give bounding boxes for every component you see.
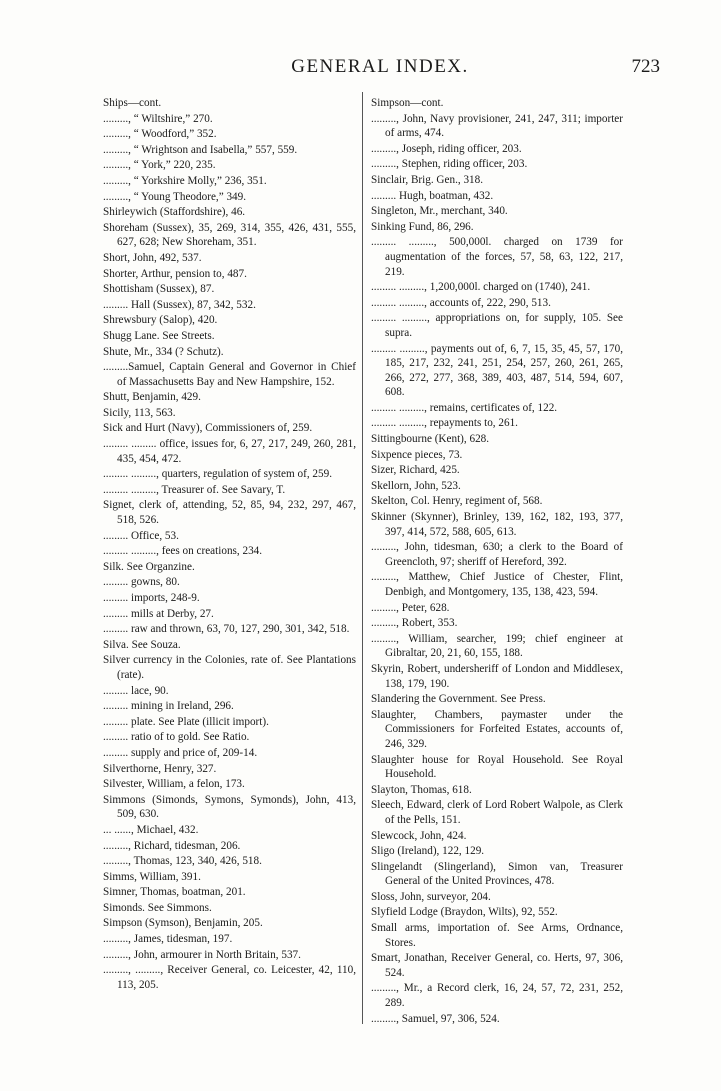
index-entry: ........., “ Wrightson and Isabella,” 557, 559.: [103, 143, 298, 156]
index-entry: Shugg Lane. See Streets.: [103, 329, 215, 342]
index-entry: ........., Joseph, riding officer, 203.: [371, 142, 522, 155]
index-entry: ........., Thomas, 123, 340, 426, 518.: [103, 855, 262, 868]
index-entry: ......... ........., quarters, regulation of system of, 259.: [103, 468, 332, 481]
column-divider: [362, 92, 363, 1024]
index-entry: Slayton, Thomas, 618.: [371, 783, 472, 796]
index-entry: Sligo (Ireland), 122, 129.: [371, 845, 485, 858]
index-entry: Skinner (Skynner), Brinley, 139, 162, 182, 193, 377, 397, 414, 572, 588, 605, 613.: [371, 511, 623, 538]
page-number: 723: [631, 56, 660, 77]
index-entry: ... ......, Michael, 432.: [103, 823, 199, 836]
index-column-right: [371, 96, 623, 1026]
index-entry: ......... ........., appropriations on, for supply, 105. See supra.: [371, 312, 623, 339]
index-entry: ......... ........., fees on creations, 234.: [103, 545, 263, 558]
index-entry: Silvester, William, a felon, 173.: [103, 778, 245, 791]
index-entry: Slaughter house for Royal Household. See Royal Household.: [371, 753, 623, 781]
index-entry: Sleech, Edward, clerk of Lord Robert Walpole, as Clerk of the Pells, 151.: [371, 799, 623, 826]
index-entry: ......... ........., Treasurer of. See Savary, T.: [103, 483, 286, 496]
index-entry: Shottisham (Sussex), 87.: [103, 283, 215, 296]
index-entry: Skellorn, John, 523.: [371, 479, 461, 492]
index-entry: ......... mills at Derby, 27.: [103, 607, 214, 620]
index-entry: ......... Office, 53.: [103, 529, 179, 542]
index-entry: Slandering the Government. See Press.: [371, 693, 546, 706]
index-entry: ......... ........., repayments to, 261.: [371, 417, 518, 430]
index-entry: ......... ........., 1,200,000l. charged on (1740), 241.: [371, 281, 591, 294]
index-entry: Simpson—cont.: [371, 97, 444, 109]
index-entry: ......... raw and thrown, 63, 70, 127, 290, 301, 342, 518.: [103, 623, 350, 636]
index-entry: ......... Hugh, boatman, 432.: [371, 189, 494, 202]
index-entry: ......... ........., accounts of, 222, 290, 513.: [371, 296, 551, 309]
index-entry: Simmons (Simonds, Symons, Symonds), John, 413, 509, 630.: [103, 793, 356, 821]
index-entry: Silverthorne, Henry, 327.: [103, 762, 217, 775]
index-entry: ......... Hall (Sussex), 87, 342, 532.: [103, 298, 256, 311]
index-entry: Shrewsbury (Salop), 420.: [103, 314, 218, 327]
index-entry: ........., Stephen, riding officer, 203.: [371, 158, 528, 171]
index-entry: ........., Mr., a Record clerk, 16, 24, 57, 72, 231, 252, 289.: [371, 982, 623, 1010]
index-entry: ........., Matthew, Chief Justice of Chester, Flint, Denbigh, and Montgomery, 135, 138, 423, 594.: [371, 571, 623, 598]
index-entry: Shutt, Benjamin, 429.: [103, 391, 201, 404]
index-entry: Shirleywich (Staffordshire), 46.: [103, 206, 246, 219]
index-entry: ......... ......... office, issues for, 6, 27, 217, 249, 260, 281, 435, 454, 472.: [103, 438, 356, 465]
index-entry: ........., “ Young Theodore,” 349.: [103, 190, 247, 203]
index-entry: ......... supply and price of, 209-14.: [103, 746, 258, 759]
index-entry: ......... gowns, 80.: [103, 576, 180, 589]
page-header: [100, 56, 660, 82]
index-entry: ........., Robert, 353.: [371, 617, 458, 630]
index-entry: Signet, clerk of, attending, 52, 85, 94, 232, 297, 467, 518, 526.: [103, 499, 356, 527]
index-entry: ......... ........., remains, certificates of, 122.: [371, 401, 558, 414]
index-entry: Sinking Fund, 86, 296.: [371, 220, 474, 233]
index-entry: Ships—cont.: [103, 97, 162, 109]
index-entry: ........., John, armourer in North Britain, 537.: [103, 948, 301, 961]
index-entry: Simonds. See Simmons.: [103, 901, 212, 914]
index-entry: Silver currency in the Colonies, rate of. See Plantations (rate).: [103, 654, 356, 681]
index-entry: ........., ........., Receiver General, co. Leicester, 42, 110, 113, 205.: [103, 964, 356, 991]
index-entry: Simms, William, 391.: [103, 870, 201, 883]
index-entry: Simpson (Symson), Benjamin, 205.: [103, 917, 263, 930]
index-entry: Shorter, Arthur, pension to, 487.: [103, 267, 247, 280]
index-entry: Short, John, 492, 537.: [103, 251, 202, 264]
index-entry: .........Samuel, Captain General and Governor in Chief of Massachusetts Bay and New Hampshire, 152.: [103, 361, 356, 388]
index-column-left: [103, 96, 356, 992]
index-entry: ......... plate. See Plate (illicit import).: [103, 715, 269, 728]
index-entry: Sixpence pieces, 73.: [371, 448, 463, 461]
index-entry: ........., James, tidesman, 197.: [103, 933, 233, 946]
index-entry: Singleton, Mr., merchant, 340.: [371, 205, 508, 218]
index-entry: ........., “ Wiltshire,” 270.: [103, 112, 213, 125]
index-entry: Sick and Hurt (Navy), Commissioners of, 259.: [103, 422, 313, 435]
index-entry: ......... ratio of to gold. See Ratio.: [103, 731, 250, 744]
index-entry: Sizer, Richard, 425.: [371, 464, 460, 477]
index-entry: ........., Richard, tidesman, 206.: [103, 839, 241, 852]
index-entry: Sloss, John, surveyor, 204.: [371, 890, 491, 903]
index-entry: ......... ........., 500,000l. charged on 1739 for augmentation of the forces, 57, 58, 63, 122, 217, 219.: [371, 236, 623, 278]
index-entry: Shoreham (Sussex), 35, 269, 314, 355, 426, 431, 555, 627, 628; New Shoreham, 351.: [103, 221, 356, 249]
index-entry: Slingelandt (Slingerland), Simon van, Treasurer General of the United Provinces, 478.: [371, 860, 623, 888]
index-entry: Slewcock, John, 424.: [371, 829, 467, 842]
index-entry: ........., “ York,” 220, 235.: [103, 159, 216, 172]
index-entry: Simner, Thomas, boatman, 201.: [103, 886, 246, 899]
index-entry: ........., “ Yorkshire Molly,” 236, 351.: [103, 174, 267, 187]
index-entry: Skyrin, Robert, undersheriff of London and Middlesex, 138, 179, 190.: [371, 662, 623, 690]
index-entry: Silk. See Organzine.: [103, 560, 195, 573]
index-entry: Small arms, importation of. See Arms, Ordnance, Stores.: [371, 922, 623, 949]
index-entry: Sinclair, Brig. Gen., 318.: [371, 173, 484, 186]
index-entry: ......... imports, 248-9.: [103, 592, 200, 604]
index-entry: Smart, Jonathan, Receiver General, co. Herts, 97, 306, 524.: [371, 952, 623, 979]
index-entry: ........., William, searcher, 199; chief engineer at Gibraltar, 20, 21, 60, 155, 188.: [371, 632, 623, 660]
index-entry: ......... lace, 90.: [103, 684, 169, 697]
page-title: GENERAL INDEX.: [291, 56, 469, 77]
index-entry: Slyfield Lodge (Braydon, Wilts), 92, 552.: [371, 906, 558, 919]
index-entry: ........., John, Navy provisioner, 241, 247, 311; importer of arms, 474.: [371, 112, 623, 140]
index-entry: ........., “ Woodford,” 352.: [103, 128, 217, 141]
index-entry: ........., John, tidesman, 630; a clerk to the Board of Greencloth, 97; sheriff of Hereford, 392.: [371, 541, 623, 568]
index-entry: Shute, Mr., 334 (? Schutz).: [103, 345, 224, 358]
index-entry: ........., Samuel, 97, 306, 524.: [371, 1012, 500, 1025]
index-entry: Silva. See Souza.: [103, 638, 181, 651]
index-entry: ........., Peter, 628.: [371, 601, 450, 614]
index-entry: Sicily, 113, 563.: [103, 406, 176, 419]
index-entry: Sittingbourne (Kent), 628.: [371, 433, 490, 446]
index-entry: Slaughter, Chambers, paymaster under the Commissioners for Forfeited Estates, accounts of, 246, 329.: [371, 708, 623, 750]
index-entry: ......... mining in Ireland, 296.: [103, 700, 234, 713]
index-entry: Skelton, Col. Henry, regiment of, 568.: [371, 495, 543, 508]
index-entry: ......... ........., payments out of, 6, 7, 15, 35, 45, 57, 170, 185, 217, 232, 241, 251, 254, 257, 260, 261, 265, 266, 272, 277, 368, 389, 403, 487, 514, 594, 607, 608.: [371, 342, 623, 399]
